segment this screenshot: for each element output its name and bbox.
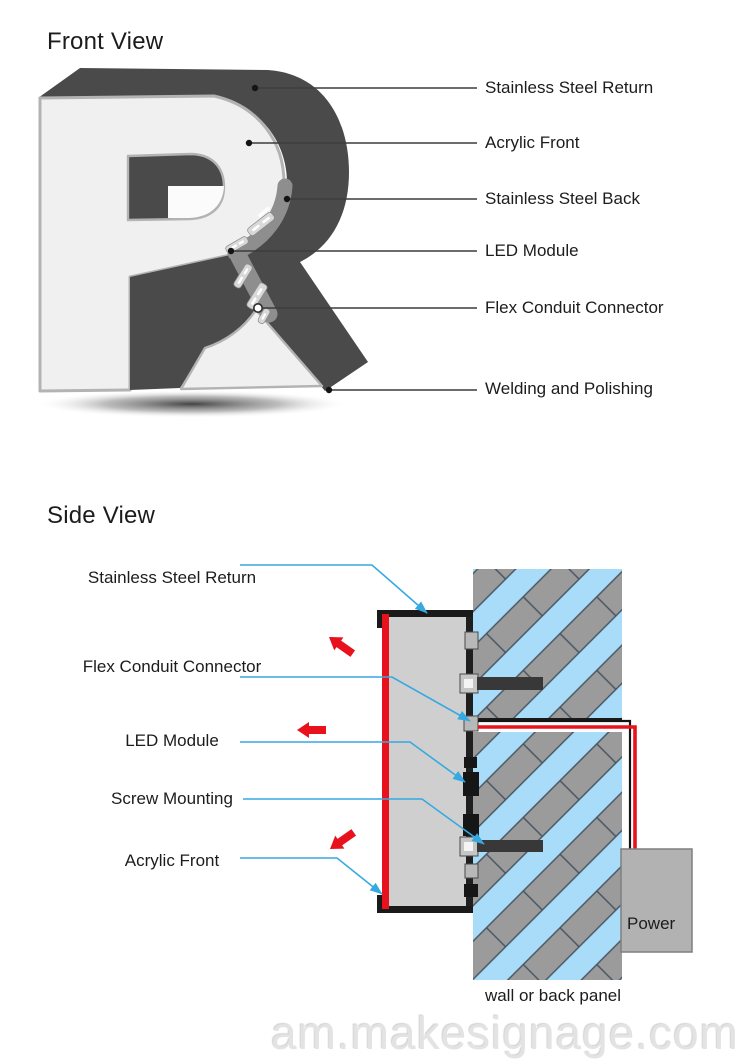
channel-body: [389, 617, 466, 906]
front-label-flex: Flex Conduit Connector: [485, 298, 664, 317]
front-label-led: LED Module: [485, 241, 579, 260]
drop-shadow: [34, 390, 350, 418]
side-label-led: LED Module: [125, 731, 219, 750]
side-view-title: Side View: [47, 502, 156, 529]
front-label-return: Stainless Steel Return: [485, 78, 654, 97]
power-supply-label: Power: [627, 914, 676, 933]
power-supply-box: [621, 849, 692, 952]
red-arrow-up-left: [324, 630, 357, 660]
channel-bottom-notch: [377, 895, 382, 913]
side-label-flex: Flex Conduit Connector: [82, 657, 262, 676]
screw-bolt: [477, 840, 543, 852]
wall-caption: wall or back panel: [484, 986, 622, 1005]
front-label-welding: Welding and Polishing: [485, 379, 653, 398]
wall-upper: [473, 569, 622, 718]
red-arrow-left: [297, 722, 326, 738]
channel-bottom-bar: [377, 906, 473, 913]
channel-top-notch: [377, 610, 382, 628]
acrylic-front-strip: [382, 614, 389, 909]
light-direction-arrows: [297, 630, 358, 855]
side-view-graphic: [240, 565, 692, 980]
front-view-graphic: [34, 68, 477, 418]
led-module-block: [463, 772, 479, 796]
led-module-block: [463, 814, 479, 836]
front-label-acrylic: Acrylic Front: [485, 133, 580, 152]
mounting-tab: [465, 632, 478, 649]
screw-bolt: [477, 677, 543, 690]
side-label-acrylic: Acrylic Front: [124, 851, 220, 870]
side-label-return: Stainless Steel Return: [87, 568, 257, 587]
watermark-text: am.makesignage.com: [271, 1007, 739, 1059]
side-label-screw: Screw Mounting: [111, 789, 233, 808]
wall-lower: [473, 732, 622, 980]
led-module-block: [464, 757, 477, 768]
screw-nut-core: [464, 842, 473, 851]
red-arrow-down-left: [325, 826, 358, 856]
mounting-tab: [465, 864, 478, 878]
led-module-block: [464, 884, 478, 897]
front-label-back: Stainless Steel Back: [485, 189, 640, 208]
screw-nut-core: [464, 679, 473, 688]
flex-conduit-dot: [254, 304, 262, 312]
front-view-title: Front View: [47, 28, 164, 55]
